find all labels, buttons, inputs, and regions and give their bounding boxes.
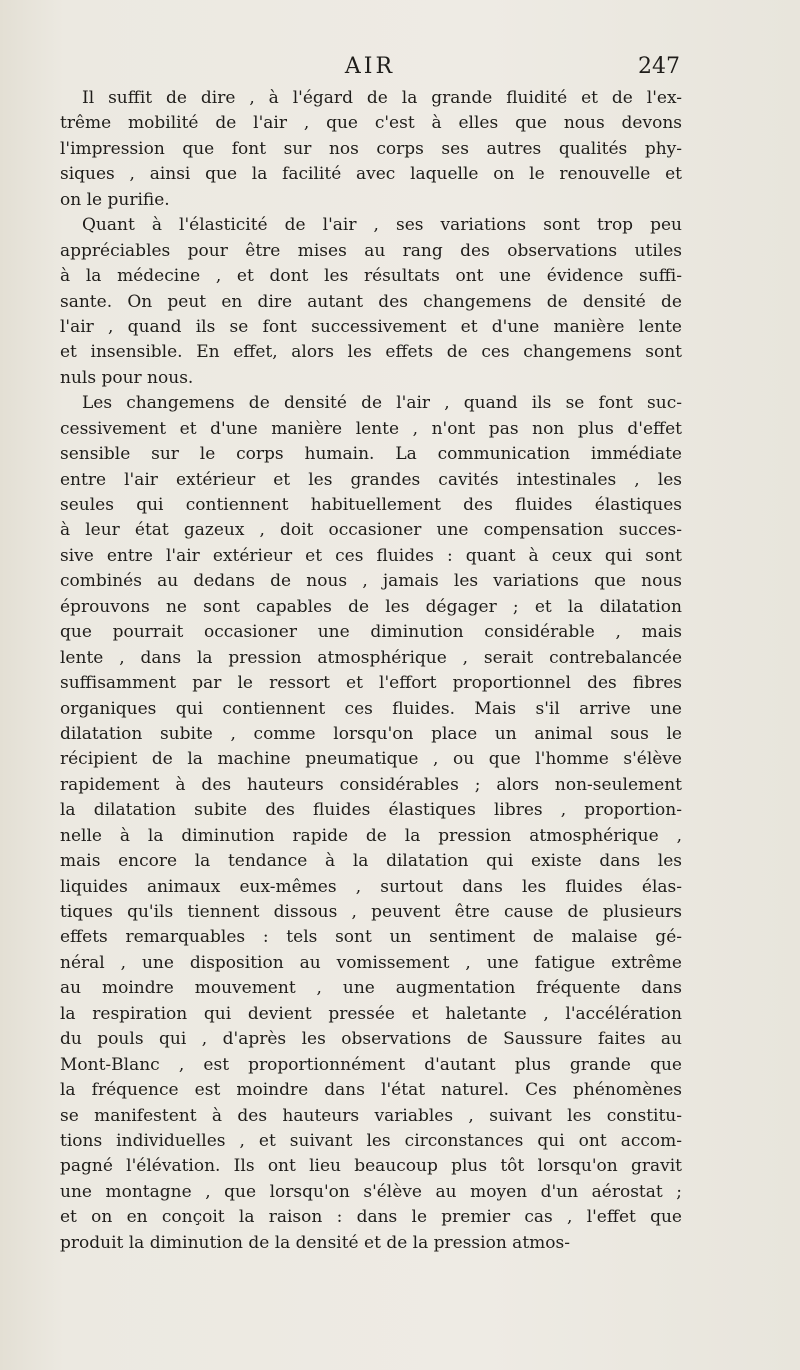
text-line: une montagne , que lorsqu'on s'élève au moyen d'un aérostat ; <box>60 1181 682 1202</box>
text-line: dilatation subite , comme lorsqu'on place un animal sous le <box>60 723 682 744</box>
text-line: trême mobilité de l'air , que c'est à elles que nous devons <box>60 113 682 134</box>
text-line: effets remarquables : tels sont un sentiment de malaise gé- <box>60 927 682 948</box>
text-line: à la médecine , et dont les résultats ont une évidence suffi- <box>60 266 682 287</box>
body-text <box>60 86 682 1256</box>
page-header <box>60 54 680 88</box>
text-line: on le purifie. <box>60 189 170 210</box>
text-line: lente , dans la pression atmosphérique , serait contrebalancée <box>60 647 682 668</box>
text-line: produit la diminution de la densité et de la pression atmos- <box>60 1232 570 1253</box>
text-line: la fréquence est moindre dans l'état naturel. Ces phénomènes <box>60 1080 682 1101</box>
text-line: pagné l'élévation. Ils ont lieu beaucoup plus tôt lorsqu'on gravit <box>60 1156 682 1177</box>
paragraph <box>60 213 682 391</box>
text-line: néral , une disposition au vomissement , une fatigue extrême <box>60 952 682 973</box>
text-line: appréciables pour être mises au rang des observations utiles <box>60 240 682 261</box>
paragraph <box>60 86 682 213</box>
text-line: sante. On peut en dire autant des changemens de densité de <box>60 291 682 312</box>
page-number: 247 <box>638 54 680 79</box>
text-line: la dilatation subite des fluides élastiques libres , proportion- <box>60 800 682 821</box>
running-head: AIR <box>344 54 396 79</box>
text-line: l'impression que font sur nos corps ses autres qualités phy- <box>60 138 682 159</box>
text-line: sive entre l'air extérieur et ces fluides : quant à ceux qui sont <box>60 545 682 566</box>
text-line: siques , ainsi que la facilité avec laquelle on le renouvelle et <box>60 164 682 185</box>
text-line: du pouls qui , d'après les observations de Saussure faites au <box>60 1029 682 1050</box>
text-line: Il suffit de dire , à l'égard de la grande fluidité et de l'ex- <box>82 88 682 108</box>
text-line: la respiration qui devient pressée et haletante , l'accélération <box>60 1003 682 1024</box>
text-line: combinés au dedans de nous , jamais les variations que nous <box>60 571 682 592</box>
text-line: tiques qu'ils tiennent dissous , peuvent être cause de plusieurs <box>60 902 682 922</box>
text-line: nuls pour nous. <box>60 367 194 388</box>
text-line: organiques qui contiennent ces fluides. Mais s'il arrive une <box>60 698 682 719</box>
text-line: que pourrait occasioner une diminution considérable , mais <box>60 622 682 643</box>
text-line: récipient de la machine pneumatique , ou que l'homme s'élève <box>60 749 682 770</box>
text-line: rapidement à des hauteurs considérables ; alors non-seulement <box>60 774 682 795</box>
text-line: Mont-Blanc , est proportionnément d'autant plus grande que <box>60 1054 682 1075</box>
text-line: à leur état gazeux , doit occasioner une compensation succes- <box>60 520 682 541</box>
text-line: suffisamment par le ressort et l'effort proportionnel des fibres <box>60 673 682 694</box>
text-line: nelle à la diminution rapide de la pression atmosphérique , <box>60 825 682 846</box>
text-line: éprouvons ne sont capables de les dégager ; et la dilatation <box>60 596 682 617</box>
text-line: entre l'air extérieur et les grandes cavités intestinales , les <box>60 469 682 490</box>
text-line: seules qui contiennent habituellement des fluides élastiques <box>60 495 682 515</box>
text-line: liquides animaux eux-mêmes , surtout dans les fluides élas- <box>60 876 682 897</box>
text-line: l'air , quand ils se font successivement et d'une manière lente <box>60 316 682 337</box>
text-line: Les changemens de densité de l'air , quand ils se font suc- <box>82 393 682 414</box>
paragraph <box>60 391 682 1256</box>
text-line: tions individuelles , et suivant les circonstances qui ont accom- <box>60 1130 682 1151</box>
text-line: et insensible. En effet, alors les effets de ces changemens sont <box>60 342 682 363</box>
text-line: se manifestent à des hauteurs variables , suivant les constitu- <box>60 1105 682 1126</box>
text-line: Quant à l'élasticité de l'air , ses variations sont trop peu <box>82 215 682 236</box>
text-line: au moindre mouvement , une augmentation fréquente dans <box>60 978 682 999</box>
text-line: cessivement et d'une manière lente , n'ont pas non plus d'effet <box>60 418 682 439</box>
text-line: mais encore la tendance à la dilatation qui existe dans les <box>60 851 682 872</box>
text-line: sensible sur le corps humain. La communication immédiate <box>60 444 682 465</box>
text-line: et on en conçoit la raison : dans le premier cas , l'effet que <box>60 1207 682 1228</box>
